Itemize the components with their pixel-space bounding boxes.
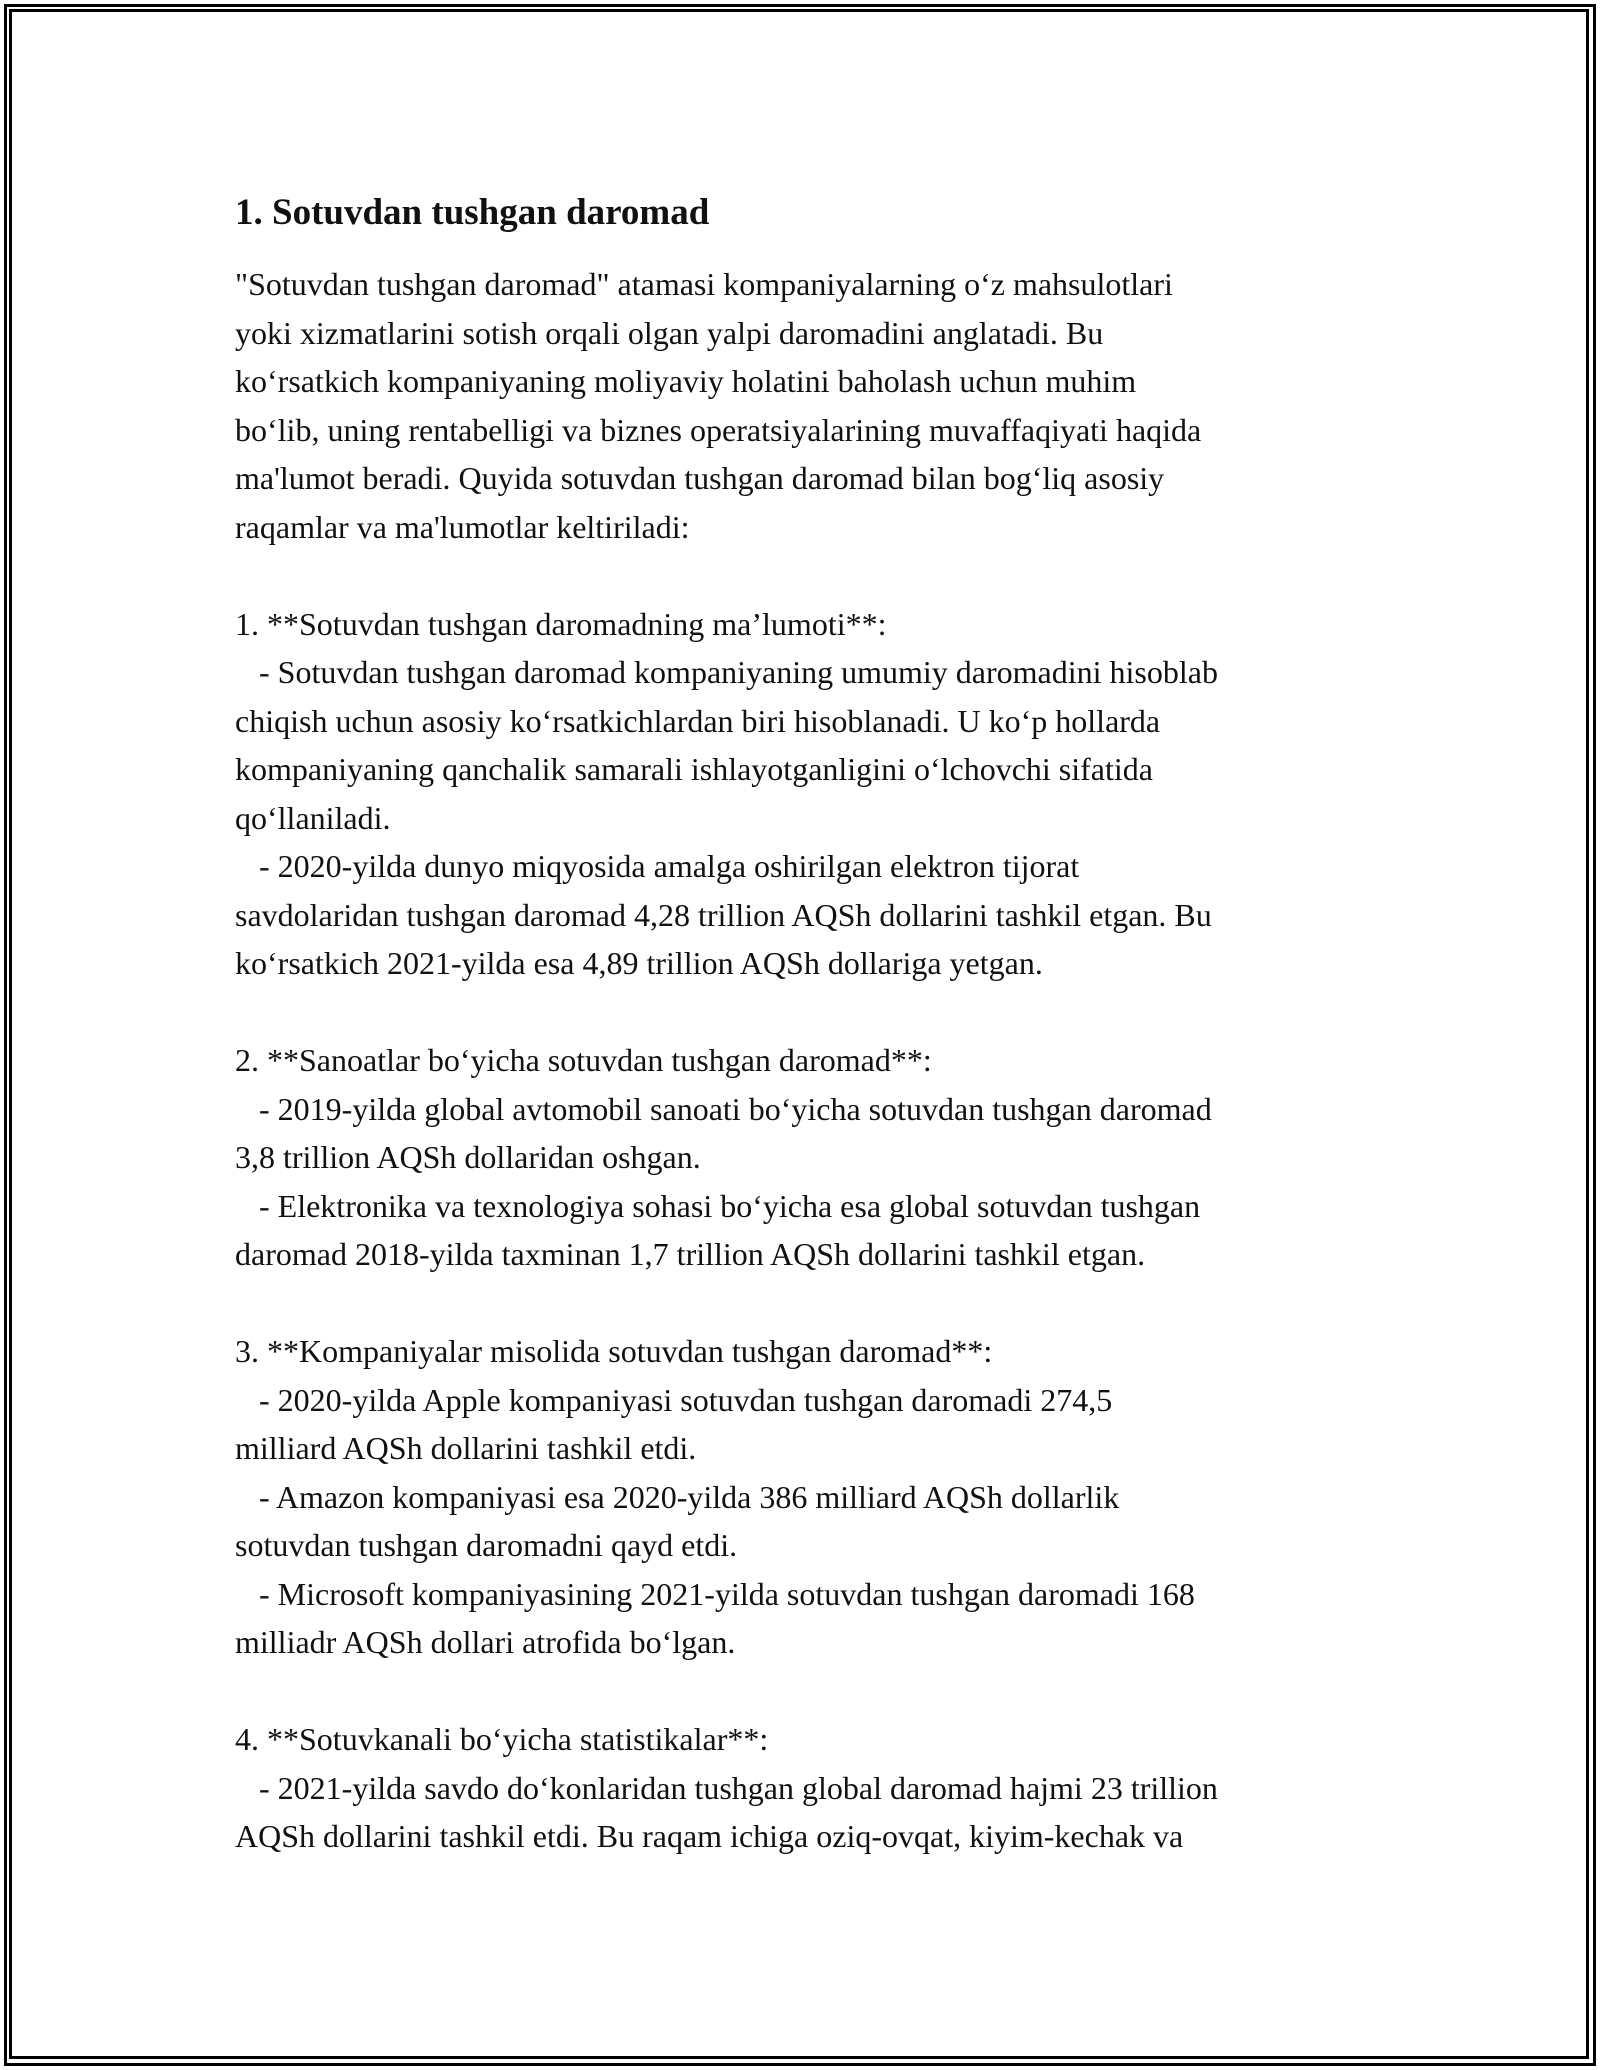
spacer — [235, 1667, 1375, 1716]
section-3-bullet-3: - Microsoft kompaniyasining 2021-yilda sotuvdan tushgan daromadi 168 milliadr AQSh dollari atrofida bo‘lgan. — [235, 1575, 1195, 1660]
intro-paragraph: "Sotuvdan tushgan daromad" atamasi kompaniyalarning o‘z mahsulotlari yoki xizmatlarini sotish orqali olgan yalpi daromadini anglatadi. Bu ko‘rsatkich kompaniyaning moliyaviy holatini baholash uchun muhim bo‘lib, uning rentabelligi va biznes operatsiyalarining muvaffaqiyati haqida ma'lumot beradi. Quyida sotuvdan tushgan daromad bilan bog‘liq asosiy raqamlar va ma'lumotlar keltiriladi: — [235, 266, 1202, 545]
spacer — [235, 551, 1375, 600]
spacer — [235, 988, 1375, 1037]
spacer — [235, 1279, 1375, 1328]
section-3-bullet-2: - Amazon kompaniyasi esa 2020-yilda 386 milliard AQSh dollarlik sotuvdan tushgan daromadni qayd etdi. — [235, 1478, 1120, 1563]
section-2-bullet-2: - Elektronika va texnologiya sohasi bo‘yicha esa global sotuvdan tushgan daromad 2018-yilda taxminan 1,7 trillion AQSh dollarini tashkil etgan. — [235, 1187, 1201, 1272]
document-title: 1. Sotuvdan tushgan daromad — [235, 192, 710, 233]
section-1-bullet-2: - 2020-yilda dunyo miqyosida amalga oshirilgan elektron tijorat savdolaridan tushgan daromad 4,28 trillion AQSh dollarini tashkil etgan. Bu ko‘rsatkich 2021-yilda esa 4,89 trillion AQSh dollariga yetgan. — [235, 848, 1212, 981]
section-heading-3: 3. **Kompaniyalar misolida sotuvdan tushgan daromad**: — [235, 1333, 993, 1369]
section-heading-1: 1. **Sotuvdan tushgan daromadning ma’lumoti**: — [235, 605, 887, 642]
document-body — [235, 180, 1375, 1861]
section-heading-2: 2. **Sanoatlar bo‘yicha sotuvdan tushgan daromad**: — [235, 1042, 932, 1078]
section-4-bullet-1: - 2021-yilda savdo do‘konlaridan tushgan global daromad hajmi 23 trillion AQSh dollarini tashkil etdi. Bu raqam ichiga oziq-ovqat, kiyim-kechak va — [235, 1769, 1218, 1854]
section-1-bullet-1: - Sotuvdan tushgan daromad kompaniyaning umumiy daromadini hisoblab chiqish uchun asosiy ko‘rsatkichlardan biri hisoblanadi. U ko‘p hollarda kompaniyaning qanchalik samarali ishlayotganligini o‘lchovchi sifatida qo‘llaniladi. — [235, 654, 1218, 836]
section-heading-4: 4. **Sotuvkanali bo‘yicha statistikalar**: — [235, 1721, 769, 1757]
section-2-bullet-1: - 2019-yilda global avtomobil sanoati bo‘yicha sotuvdan tushgan daromad 3,8 trillion AQSh dollaridan oshgan. — [235, 1090, 1212, 1175]
section-3-bullet-1: - 2020-yilda Apple kompaniyasi sotuvdan tushgan daromadi 274,5 milliard AQSh dollarini tashkil etdi. — [235, 1381, 1113, 1466]
